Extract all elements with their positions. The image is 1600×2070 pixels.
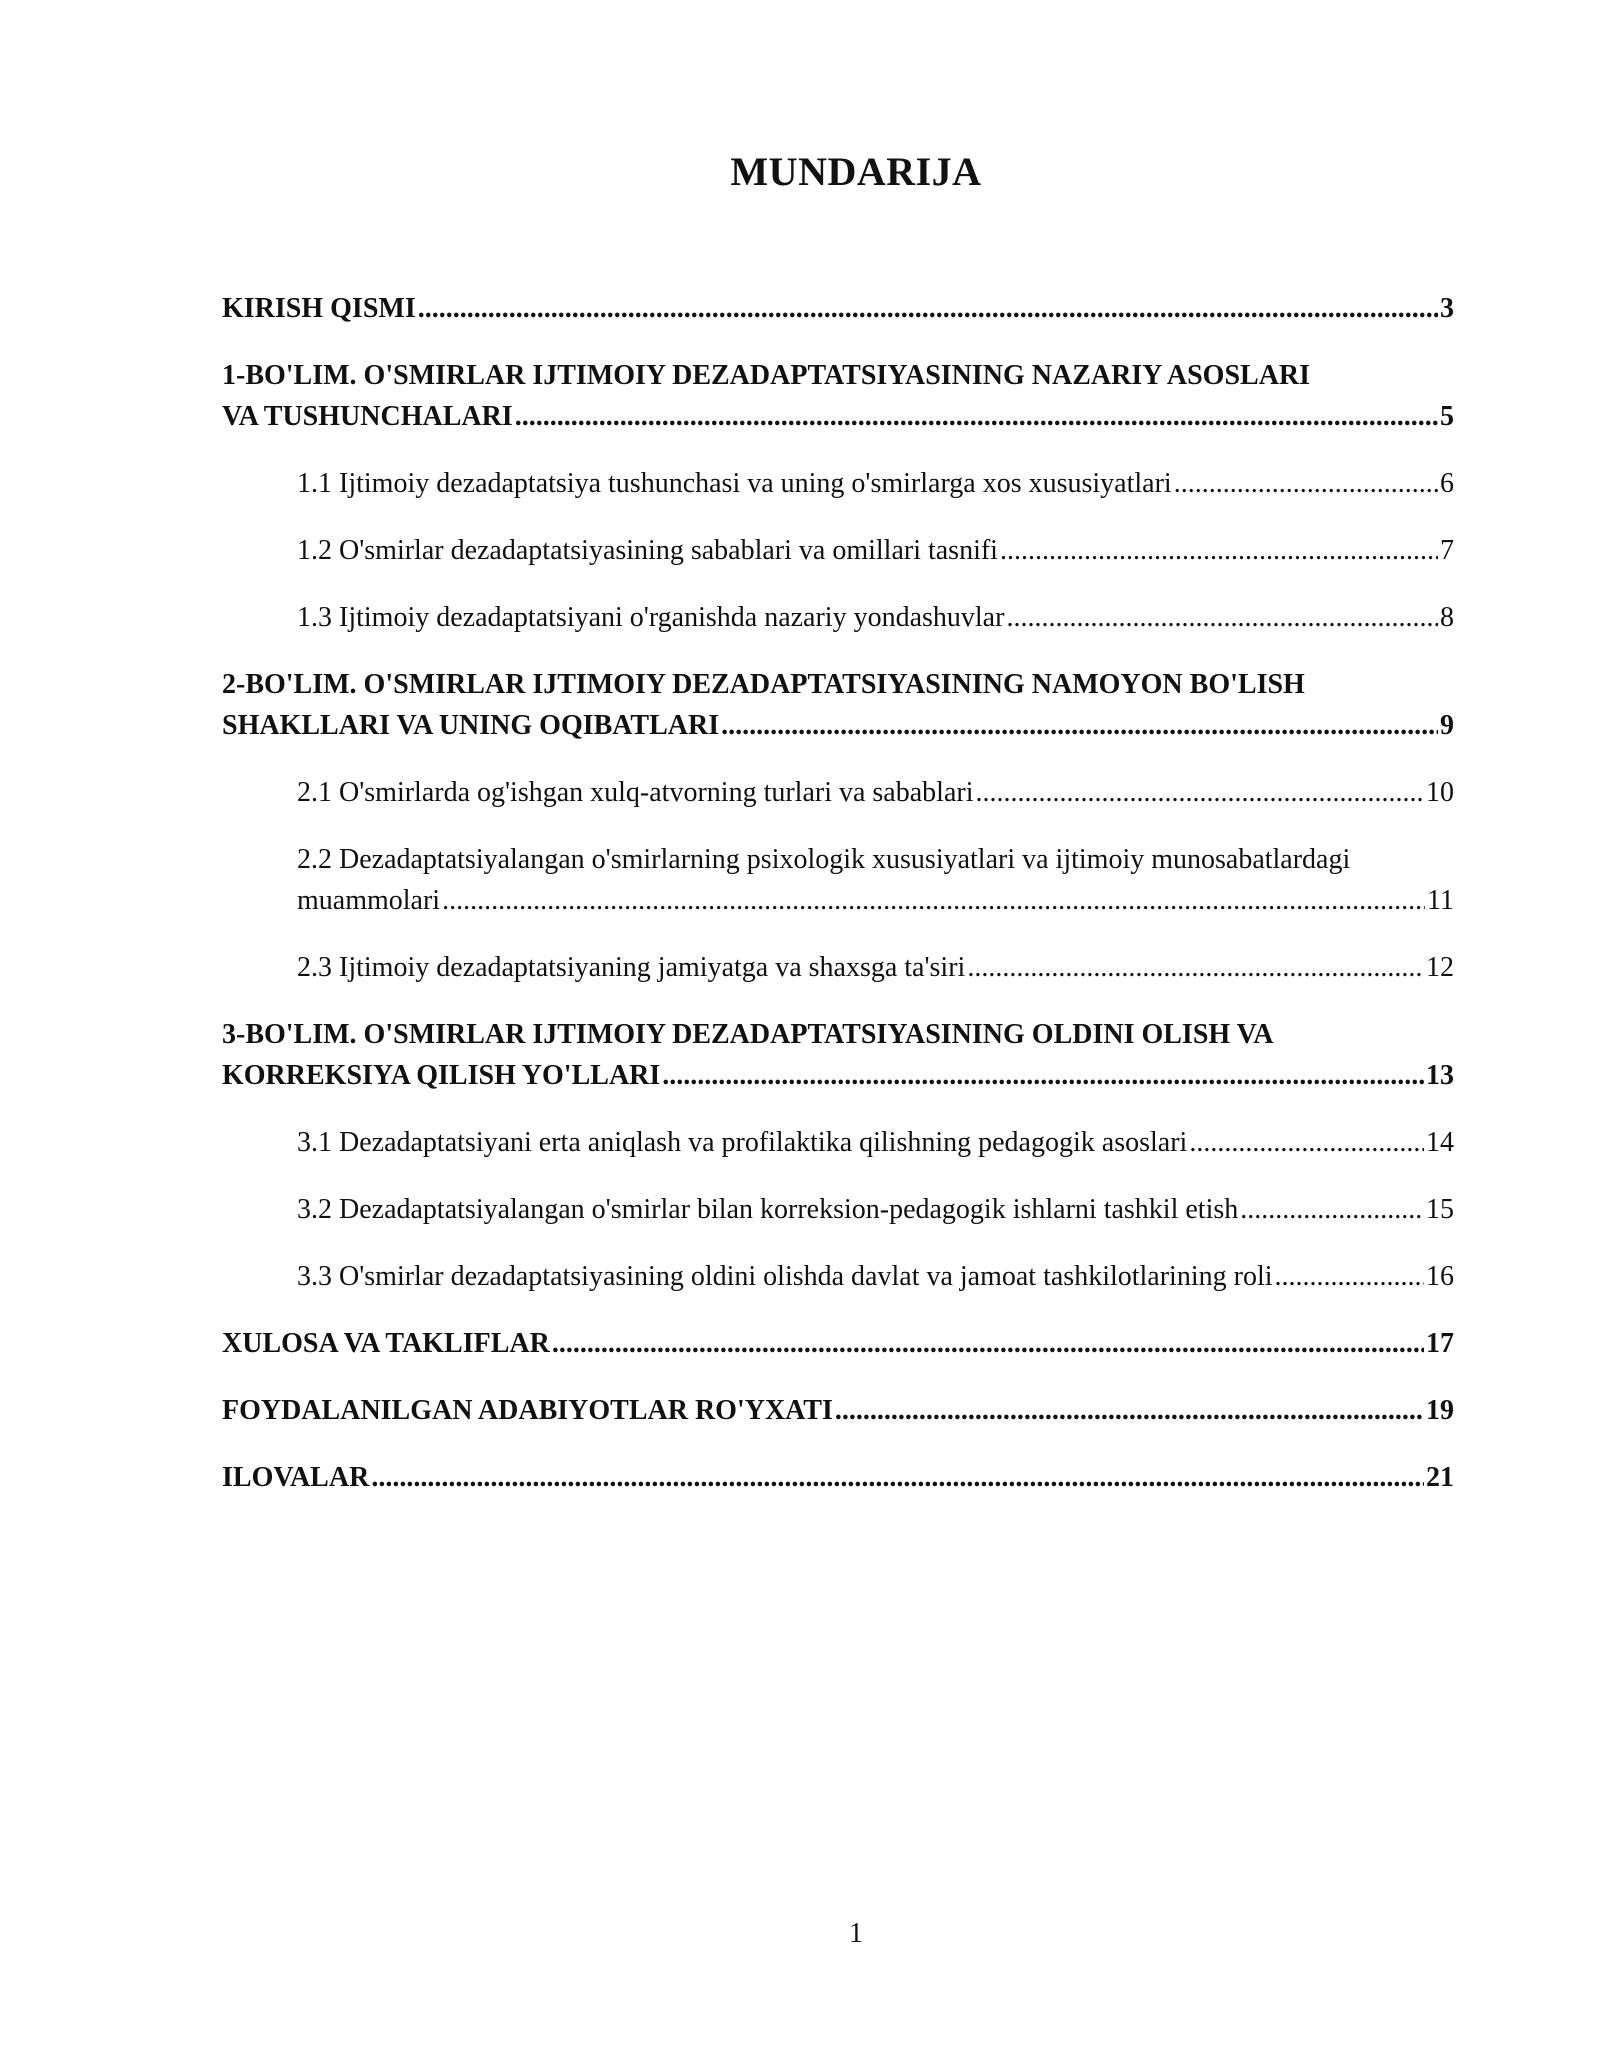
toc-subsection-entry[interactable] xyxy=(297,597,1454,638)
toc-entry-title-line: 3-BO'LIM. O'SMIRLAR IJTIMOIY DEZADAPTATSIYASINING OLDINI OLISH VA xyxy=(222,1019,1274,1050)
toc-entry-title: 3.3 O'smirlar dezadaptatsiyasining oldini olishda davlat va jamoat tashkilotlarining roli xyxy=(297,1261,1273,1292)
toc-section-entry[interactable] xyxy=(222,1390,1454,1431)
toc-section-entry[interactable] xyxy=(222,664,1454,746)
dot-leader xyxy=(1189,1122,1424,1163)
toc-entry-title: 3.2 Dezadaptatsiyalangan o'smirlar bilan korreksion-pedagogik ishlarni tashkil etish xyxy=(297,1194,1239,1225)
toc-page-number: 9 xyxy=(1440,710,1454,741)
toc-entry-title: 1.2 O'smirlar dezadaptatsiyasining sabablari va omillari tasnifi xyxy=(297,535,998,566)
toc-subsection-entry[interactable] xyxy=(297,1256,1454,1297)
toc-subsection-entry[interactable] xyxy=(297,947,1454,988)
toc-page-number: 6 xyxy=(1440,468,1454,499)
toc-page-number: 11 xyxy=(1427,885,1454,916)
toc-entry-title: XULOSA VA TAKLIFLAR xyxy=(222,1328,550,1359)
dot-leader xyxy=(418,288,1438,329)
entry-spacer xyxy=(222,988,1454,1014)
dot-leader xyxy=(721,705,1438,746)
entry-spacer xyxy=(222,638,1454,664)
toc-page-number: 7 xyxy=(1440,535,1454,566)
dot-leader xyxy=(975,772,1424,813)
toc-page-number: 3 xyxy=(1440,293,1454,324)
toc-entry-title: 1.3 Ijtimoiy dezadaptatsiyani o'rganishda nazariy yondashuvlar xyxy=(297,602,1005,633)
toc-subsection-entry[interactable] xyxy=(297,772,1454,813)
toc-page-number: 17 xyxy=(1426,1328,1454,1359)
toc-page-number: 19 xyxy=(1426,1395,1454,1426)
toc-subsection-entry[interactable] xyxy=(297,463,1454,504)
toc-page-number: 12 xyxy=(1426,952,1454,983)
dot-leader xyxy=(1006,597,1438,638)
toc-entry-title: 2.1 O'smirlarda og'ishgan xulq-atvorning turlari va sabablari xyxy=(297,777,974,808)
toc-subsection-entry[interactable] xyxy=(297,839,1454,921)
entry-spacer xyxy=(222,1096,1454,1122)
dot-leader xyxy=(371,1457,1424,1498)
toc-page-number: 8 xyxy=(1440,602,1454,633)
entry-spacer xyxy=(222,1498,1454,1524)
toc-entry-title: SHAKLLARI VA UNING OQIBATLARI xyxy=(222,710,720,741)
dot-leader xyxy=(967,947,1424,988)
entry-spacer xyxy=(222,746,1454,772)
entry-spacer xyxy=(222,571,1454,597)
toc-section-entry[interactable] xyxy=(222,288,1454,329)
toc-section-entry[interactable] xyxy=(222,1323,1454,1364)
toc-entry-title-line: 1-BO'LIM. O'SMIRLAR IJTIMOIY DEZADAPTATSIYASINING NAZARIY ASOSLARI xyxy=(222,360,1311,391)
dot-leader xyxy=(552,1323,1424,1364)
toc-entry-title: 1.1 Ijtimoiy dezadaptatsiya tushunchasi va uning o'smirlarga xos xususiyatlari xyxy=(297,468,1172,499)
dot-leader xyxy=(442,880,1425,921)
table-of-contents xyxy=(222,288,1454,1524)
dot-leader xyxy=(1174,463,1438,504)
page-number: 1 xyxy=(849,1918,863,1949)
entry-spacer xyxy=(222,504,1454,530)
entry-spacer xyxy=(222,1163,1454,1189)
entry-spacer xyxy=(222,1230,1454,1256)
toc-subsection-entry[interactable] xyxy=(297,530,1454,571)
toc-entry-title: FOYDALANILGAN ADABIYOTLAR RO'YXATI xyxy=(222,1395,833,1426)
entry-spacer xyxy=(222,1364,1454,1390)
toc-subsection-entry[interactable] xyxy=(297,1122,1454,1163)
entry-spacer xyxy=(222,921,1454,947)
toc-page-number: 21 xyxy=(1426,1462,1454,1493)
toc-page-number: 10 xyxy=(1426,777,1454,808)
dot-leader xyxy=(1275,1256,1424,1297)
toc-page-number: 5 xyxy=(1440,401,1454,432)
toc-page-number: 15 xyxy=(1426,1194,1454,1225)
entry-spacer xyxy=(222,437,1454,463)
toc-entry-title: 3.1 Dezadaptatsiyani erta aniqlash va profilaktika qilishning pedagogik asoslari xyxy=(297,1127,1188,1158)
toc-entry-title: ILOVALAR xyxy=(222,1462,370,1493)
toc-entry-title: 2.3 Ijtimoiy dezadaptatsiyaning jamiyatga va shaxsga ta'siri xyxy=(297,952,966,983)
toc-entry-title: KORREKSIYA QILISH YO'LLARI xyxy=(222,1060,661,1091)
entry-spacer xyxy=(222,1297,1454,1323)
toc-section-entry[interactable] xyxy=(222,1014,1454,1096)
toc-entry-title-line: 2.2 Dezadaptatsiyalangan o'smirlarning psixologik xususiyatlari va ijtimoiy munosabatlardagi xyxy=(297,844,1351,875)
entry-spacer xyxy=(222,1431,1454,1457)
dot-leader xyxy=(662,1055,1424,1096)
dot-leader xyxy=(1000,530,1438,571)
toc-section-entry[interactable] xyxy=(222,1457,1454,1498)
dot-leader xyxy=(1240,1189,1424,1230)
toc-subsection-entry[interactable] xyxy=(297,1189,1454,1230)
toc-page-number: 14 xyxy=(1426,1127,1454,1158)
toc-page-number: 16 xyxy=(1426,1261,1454,1292)
entry-spacer xyxy=(222,329,1454,355)
toc-entry-title: KIRISH QISMI xyxy=(222,293,416,324)
dot-leader xyxy=(515,396,1438,437)
entry-spacer xyxy=(222,813,1454,839)
toc-entry-title: VA TUSHUNCHALARI xyxy=(222,401,513,432)
toc-section-entry[interactable] xyxy=(222,355,1454,437)
toc-entry-title: muammolari xyxy=(297,885,441,916)
dot-leader xyxy=(835,1390,1424,1431)
toc-page-number: 13 xyxy=(1426,1060,1454,1091)
toc-entry-title-line: 2-BO'LIM. O'SMIRLAR IJTIMOIY DEZADAPTATSIYASINING NAMOYON BO'LISH xyxy=(222,669,1305,700)
page-title: MUNDARIJA xyxy=(730,149,982,194)
